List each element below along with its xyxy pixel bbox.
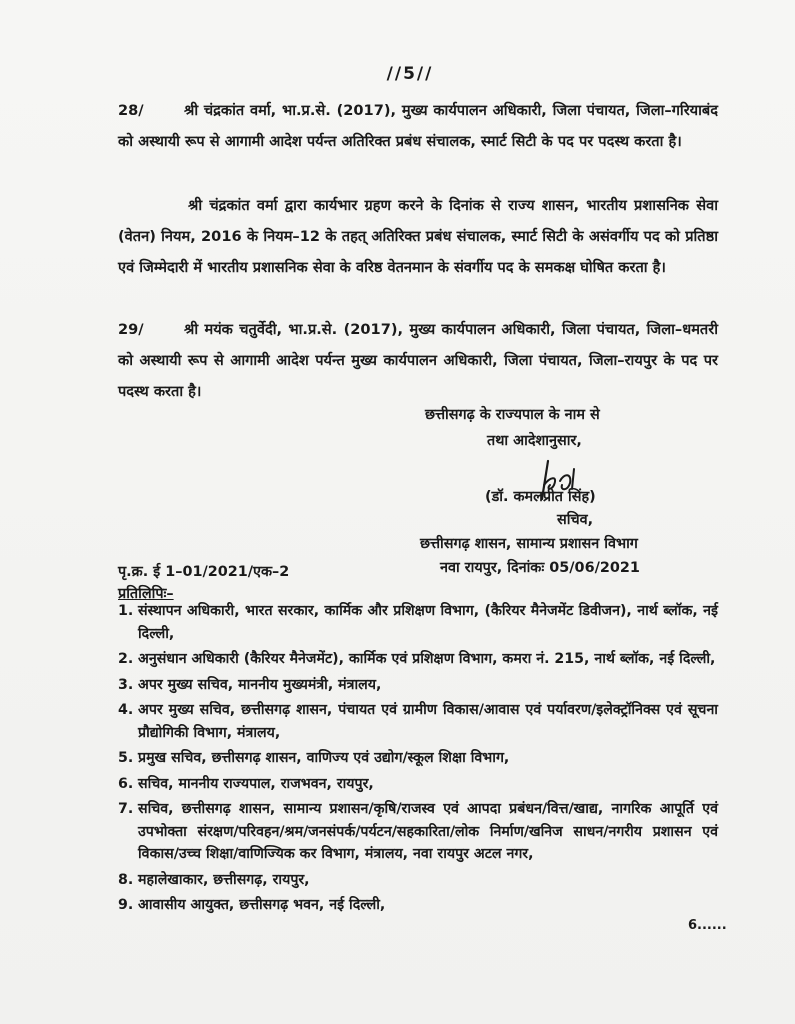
copy-to-heading: प्रतिलिपिः– bbox=[118, 586, 174, 602]
list-item: 5. प्रमुख सचिव, छत्तीसगढ़ शासन, वाणिज्य एवं उद्योग/स्कूल शिक्षा विभाग, bbox=[118, 750, 510, 766]
list-item: 1. संस्थापन अधिकारी, भारत सरकार, कार्मिक और प्रशिक्षण विभाग, (कैरियर मैनेजमेंट डिवीजन), नार्थ ब्लॉक, नई दिल्ली, bbox=[118, 603, 718, 642]
signature-line-1: छत्तीसगढ़ के राज्यपाल के नाम से bbox=[425, 407, 600, 423]
list-item: 3. अपर मुख्य सचिव, माननीय मुख्यमंत्री, मंत्रालय, bbox=[118, 676, 382, 693]
handwritten-signature bbox=[520, 455, 590, 515]
order-28-declaration: श्री चंद्रकांत वर्मा द्वारा कार्यभार ग्रहण करने के दिनांक से राज्य शासन, भारतीय प्रशासनिक सेवा (वेतन) नियम, 2016 के नियम–12 के तहत् अतिरिक्त प्रबंध संचालक, स्मार्ट सिटी के असंवर्गीय पद को प्रतिष्ठा एवं जिम्मेदारी में भारतीय प्रशासनिक सेवा के वरिष्ठ वेतनमान के संवर्गीय पद के समकक्ष घोषित करता है। bbox=[118, 197, 718, 276]
continued-marker: 6...... bbox=[688, 918, 727, 933]
endorsement-ref: पृ.क्र. ई 1–01/2021/एक–2 bbox=[118, 564, 290, 580]
order-29-number: 29/ bbox=[118, 321, 144, 338]
signatory-name: (डॉ. कमलप्रीत सिंह) bbox=[485, 489, 596, 505]
order-29-paragraph bbox=[118, 314, 718, 407]
list-item: 6. सचिव, माननीय राज्यपाल, राजभवन, रायपुर, bbox=[118, 775, 374, 792]
copy-to-list bbox=[118, 600, 718, 920]
order-29-text: श्री मयंक चतुर्वेदी, भा.प्र.से. (2017), मुख्य कार्यपालन अधिकारी, जिला पंचायत, जिला–धमतरी को अस्थायी रूप से आगामी आदेश पर्यन्त मुख्य कार्यपालन अधिकारी, जिला पंचायत, जिला–रायपुर के पद पर पदस्थ करता है। bbox=[118, 321, 718, 400]
order-28-paragraph bbox=[118, 95, 718, 157]
signature-line-2: तथा आदेशानुसार, bbox=[487, 433, 582, 449]
list-item: 2. अनुसंधान अधिकारी (कैरियर मैनेजमेंट), कार्मिक एवं प्रशिक्षण विभाग, कमरा नं. 215, नार्थ ब्लॉक, नई दिल्ली, bbox=[118, 651, 716, 667]
list-item: 7. सचिव, छत्तीसगढ़ शासन, सामान्य प्रशासन/कृषि/राजस्व एवं आपदा प्रबंधन/वित्त/खाद्य, नागरिक आपूर्ति एवं उपभोक्ता संरक्षण/परिवहन/श्रम/जनसंपर्क/पर्यटन/सहकारिता/लोक निर्माण/खनिज साधन/नगरीय प्रशासन एवं विकास/उच्च शिक्षा/वाणिज्यिक कर विभाग, मंत्रालय, नवा रायपुर अटल नगर, bbox=[118, 801, 718, 862]
order-28-number: 28/ bbox=[118, 102, 144, 119]
signature-authority bbox=[425, 402, 715, 454]
order-28-text: श्री चंद्रकांत वर्मा, भा.प्र.से. (2017), मुख्य कार्यपालन अधिकारी, जिला पंचायत, जिला–गरियाबंद को अस्थायी रूप से आगामी आदेश पर्यन्त अतिरिक्त प्रबंध संचालक, स्मार्ट सिटी के पद पर पदस्थ करता है। bbox=[118, 102, 718, 150]
page-number: //5// bbox=[386, 64, 434, 84]
signatory-department: छत्तीसगढ़ शासन, सामान्य प्रशासन विभाग bbox=[420, 536, 638, 552]
list-item: 9. आवासीय आयुक्त, छत्तीसगढ़ भवन, नई दिल्ली, bbox=[118, 897, 386, 913]
place-date: नवा रायपुर, दिनांकः 05/06/2021 bbox=[440, 560, 640, 576]
list-item: 4. अपर मुख्य सचिव, छत्तीसगढ़ शासन, पंचायत एवं ग्रामीण विकास/आवास एवं पर्यावरण/इलेक्ट्रॉनिक्स एवं सूचना प्रौद्योगिकी विभाग, मंत्रालय, bbox=[118, 702, 718, 741]
list-item: 8. महालेखाकार, छत्तीसगढ़, रायपुर, bbox=[118, 871, 310, 888]
signatory-designation: सचिव, bbox=[557, 512, 594, 528]
